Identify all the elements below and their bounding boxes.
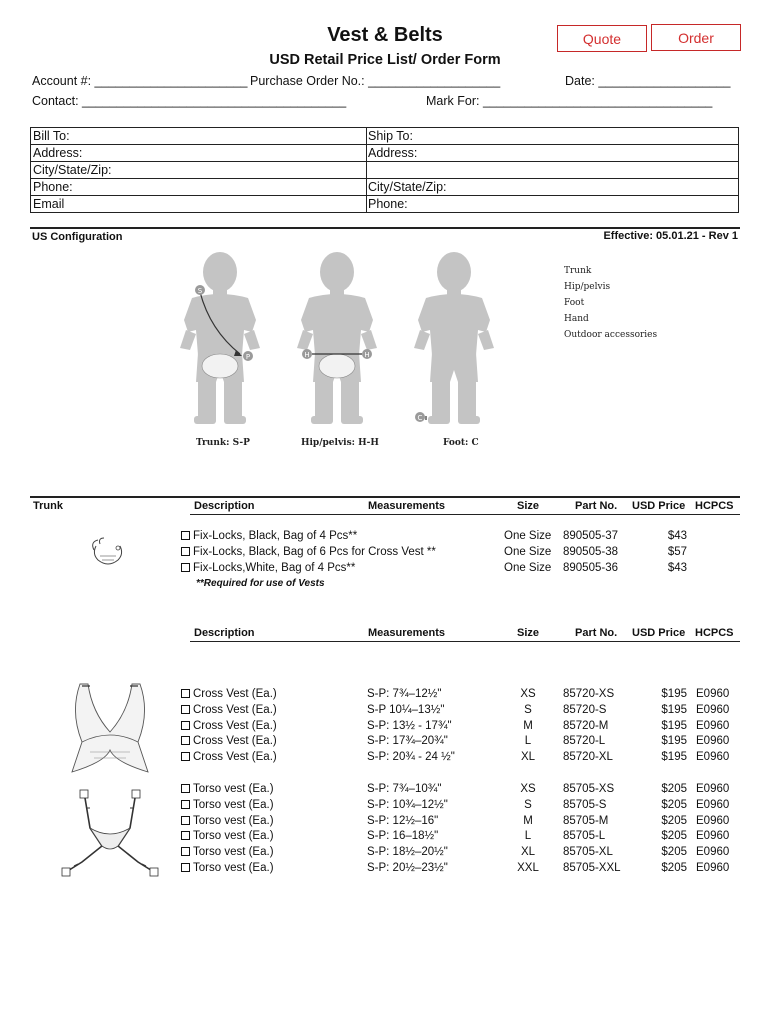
table1-header-rule xyxy=(190,514,740,515)
item-hcpcs: E0960 xyxy=(696,862,730,874)
ship-phone-field[interactable]: Phone: xyxy=(368,197,408,211)
order-button[interactable]: Order xyxy=(651,24,741,51)
select-checkbox[interactable] xyxy=(181,863,190,872)
list-item xyxy=(181,750,277,766)
select-checkbox[interactable] xyxy=(181,847,190,856)
col-usd-price: USD Price xyxy=(632,500,686,512)
item-size: XXL xyxy=(517,862,539,874)
item-part-no: 85705-L xyxy=(563,830,606,843)
list-item xyxy=(181,734,277,750)
list-item xyxy=(181,545,436,561)
item-price: $205 xyxy=(661,830,687,843)
item-measurement: S-P 10¼–13½" xyxy=(367,703,445,716)
item-size: S xyxy=(524,703,532,716)
item-description: Torso vest (Ea.) xyxy=(193,846,274,859)
marker-h-left-label: H xyxy=(304,351,310,359)
ship-to-field[interactable]: Ship To: xyxy=(368,129,413,143)
item-price: $43 xyxy=(667,562,687,574)
select-checkbox[interactable] xyxy=(181,563,190,572)
item-part-no: 890505-37 xyxy=(563,530,618,542)
item-size: L xyxy=(524,735,532,748)
list-item xyxy=(181,687,277,703)
marker-s-label: S xyxy=(197,287,203,295)
account-field[interactable]: Account #: ______________________ xyxy=(32,74,248,88)
select-checkbox[interactable] xyxy=(181,689,190,698)
bill-to-field[interactable]: Bill To: xyxy=(33,129,70,143)
item-measurement: S-P: 17¾–20¾" xyxy=(367,735,448,748)
effective-date: Effective: 05.01.21 - Rev 1 xyxy=(603,230,738,242)
quote-button[interactable]: Quote xyxy=(557,25,647,52)
contact-field[interactable]: Contact: ______________________________________ xyxy=(32,94,347,108)
item-part-no: 85720-L xyxy=(563,735,606,748)
bill-phone-field[interactable]: Phone: xyxy=(33,180,73,194)
item-price: $195 xyxy=(661,703,687,716)
item-measurement: S-P: 7¾–10¾" xyxy=(367,783,442,795)
item-description: Torso vest (Ea.) xyxy=(193,862,274,874)
item-hcpcs: E0960 xyxy=(696,703,730,716)
item-size: One Size xyxy=(504,530,552,542)
item-measurement: S-P: 13½ - 17¾" xyxy=(367,719,452,732)
item-description: Cross Vest (Ea.) xyxy=(193,735,277,748)
list-item xyxy=(181,561,355,577)
item-hcpcs: E0960 xyxy=(696,846,730,859)
col-hcpcs: HCPCS xyxy=(695,500,734,512)
select-checkbox[interactable] xyxy=(181,816,190,825)
item-measurement: S-P: 18½–20½" xyxy=(367,846,448,859)
col-usd-price: USD Price xyxy=(632,627,686,639)
item-part-no: 890505-38 xyxy=(563,546,618,558)
table2-header-rule xyxy=(190,641,740,642)
item-size: XL xyxy=(520,846,536,859)
item-part-no: 85705-XS xyxy=(563,783,615,795)
list-item xyxy=(181,829,274,845)
legend-foot: Foot xyxy=(564,298,585,308)
item-description: Cross Vest (Ea.) xyxy=(193,688,277,700)
pelvis-icon xyxy=(202,354,238,378)
figure-hip xyxy=(297,252,377,424)
trunk-rule xyxy=(30,496,740,498)
marker-h-right-label: H xyxy=(364,351,370,359)
select-checkbox[interactable] xyxy=(181,531,190,540)
item-hcpcs: E0960 xyxy=(696,751,730,764)
item-size: S xyxy=(524,798,532,811)
select-checkbox[interactable] xyxy=(181,784,190,793)
required-note: **Required for use of Vests xyxy=(196,578,325,589)
item-measurement: S-P: 12½–16" xyxy=(367,814,439,827)
item-size: One Size xyxy=(504,562,552,574)
bill-address-field[interactable]: Address: xyxy=(33,146,83,160)
list-item xyxy=(181,703,277,719)
list-item xyxy=(181,719,277,735)
item-size: M xyxy=(523,719,533,732)
item-hcpcs: E0960 xyxy=(696,783,730,795)
list-item xyxy=(181,861,274,877)
col-measurements: Measurements xyxy=(368,627,446,639)
item-hcpcs: E0960 xyxy=(696,688,730,700)
col-size: Size xyxy=(517,627,540,639)
trunk-section-heading: Trunk xyxy=(33,500,63,512)
item-measurement: S-P: 16–18½" xyxy=(367,830,439,843)
col-measurements: Measurements xyxy=(368,500,446,512)
item-hcpcs: E0960 xyxy=(696,814,730,827)
list-item xyxy=(181,814,274,830)
item-measurement: S-P: 7¾–12½" xyxy=(367,688,442,700)
item-price: $195 xyxy=(661,751,687,764)
legend-outdoor: Outdoor accessories xyxy=(564,330,658,340)
item-description: Cross Vest (Ea.) xyxy=(193,719,277,732)
item-size: One Size xyxy=(504,546,552,558)
legend-trunk: Trunk xyxy=(564,266,592,276)
legend-hip: Hip/pelvis xyxy=(564,282,611,292)
item-part-no: 85705-XXL xyxy=(563,862,621,874)
cross-vest-image xyxy=(60,682,160,782)
select-checkbox[interactable] xyxy=(181,831,190,840)
col-description: Description xyxy=(194,627,255,639)
figure-foot xyxy=(414,252,494,424)
item-size: XL xyxy=(520,751,536,764)
list-item xyxy=(181,529,357,545)
item-part-no: 85720-XS xyxy=(563,688,615,700)
select-checkbox[interactable] xyxy=(181,736,190,745)
item-part-no: 85720-XL xyxy=(563,751,613,764)
purchase-order-field[interactable]: Purchase Order No.: ___________________ xyxy=(250,74,501,88)
item-size: L xyxy=(524,830,532,843)
item-price: $205 xyxy=(661,862,687,874)
item-size: XS xyxy=(520,783,536,795)
item-price: $205 xyxy=(661,846,687,859)
marker-c-label: C xyxy=(417,414,423,422)
item-measurement: S-P: 20½–23½" xyxy=(367,862,448,874)
item-description: Fix-Locks, Black, Bag of 6 Pcs for Cross Vest ** xyxy=(193,546,436,558)
bill-email-field[interactable]: Email xyxy=(33,197,65,211)
item-hcpcs: E0960 xyxy=(696,798,730,811)
address-box xyxy=(30,127,739,213)
list-item xyxy=(181,845,274,861)
bill-city-field[interactable]: City/State/Zip: xyxy=(33,163,112,177)
item-part-no: 85705-M xyxy=(563,814,609,827)
mark-for-field[interactable]: Mark For: _________________________________ xyxy=(426,94,713,108)
item-price: $195 xyxy=(661,688,687,700)
item-description: Torso vest (Ea.) xyxy=(193,783,274,795)
item-size: M xyxy=(523,814,533,827)
item-measurement: S-P: 20¾ - 24 ½" xyxy=(367,751,455,764)
date-field[interactable]: Date: ___________________ xyxy=(565,74,731,88)
list-item xyxy=(181,782,274,798)
select-checkbox[interactable] xyxy=(181,800,190,809)
item-part-no: 85720-S xyxy=(563,703,607,716)
caption-foot: Foot: C xyxy=(443,438,479,448)
item-part-no: 85705-S xyxy=(563,798,607,811)
pelvis-icon xyxy=(319,354,355,378)
body-figures xyxy=(170,250,510,435)
col-description: Description xyxy=(194,500,255,512)
item-price: $43 xyxy=(667,530,687,542)
page-subtitle: USD Retail Price List/ Order Form xyxy=(269,52,501,68)
caption-hip: Hip/pelvis: H-H xyxy=(301,438,379,448)
item-measurement: S-P: 10¾–12½" xyxy=(367,798,448,811)
item-part-no: 85705-XL xyxy=(563,846,613,859)
item-price: $57 xyxy=(667,546,687,558)
item-price: $205 xyxy=(661,814,687,827)
legend-hand: Hand xyxy=(564,314,589,324)
item-price: $195 xyxy=(661,735,687,748)
page-title: Vest & Belts xyxy=(327,24,443,46)
col-part-no: Part No. xyxy=(575,627,618,639)
config-legend xyxy=(564,263,657,343)
fix-lock-image xyxy=(88,534,128,574)
marker-p-label: P xyxy=(245,353,251,361)
select-checkbox[interactable] xyxy=(181,721,190,730)
item-description: Fix-Locks, Black, Bag of 4 Pcs** xyxy=(193,530,358,542)
item-part-no: 890505-36 xyxy=(563,562,618,574)
torso-vest-image xyxy=(60,788,160,884)
select-checkbox[interactable] xyxy=(181,752,190,761)
item-description: Torso vest (Ea.) xyxy=(193,814,274,827)
config-heading: US Configuration xyxy=(32,231,123,243)
figure-trunk xyxy=(180,252,260,424)
item-size: XS xyxy=(520,688,536,700)
select-checkbox[interactable] xyxy=(181,705,190,714)
col-hcpcs: HCPCS xyxy=(695,627,734,639)
item-description: Cross Vest (Ea.) xyxy=(193,751,277,764)
select-checkbox[interactable] xyxy=(181,547,190,556)
item-description: Torso vest (Ea.) xyxy=(193,798,274,811)
ship-city-field[interactable]: City/State/Zip: xyxy=(368,180,447,194)
col-part-no: Part No. xyxy=(575,500,618,512)
item-price: $205 xyxy=(661,798,687,811)
config-rule xyxy=(30,227,740,229)
item-part-no: 85720-M xyxy=(563,719,609,732)
item-hcpcs: E0960 xyxy=(696,719,730,732)
list-item xyxy=(181,798,274,814)
item-description: Fix-Locks,White, Bag of 4 Pcs** xyxy=(193,562,356,574)
item-description: Torso vest (Ea.) xyxy=(193,830,274,843)
item-price: $205 xyxy=(661,783,687,795)
item-hcpcs: E0960 xyxy=(696,830,730,843)
item-description: Cross Vest (Ea.) xyxy=(193,703,277,716)
address-divider xyxy=(366,128,367,212)
item-price: $195 xyxy=(661,719,687,732)
ship-address-field[interactable]: Address: xyxy=(368,146,418,160)
col-size: Size xyxy=(517,500,540,512)
caption-trunk: Trunk: S-P xyxy=(196,438,250,448)
item-hcpcs: E0960 xyxy=(696,735,730,748)
